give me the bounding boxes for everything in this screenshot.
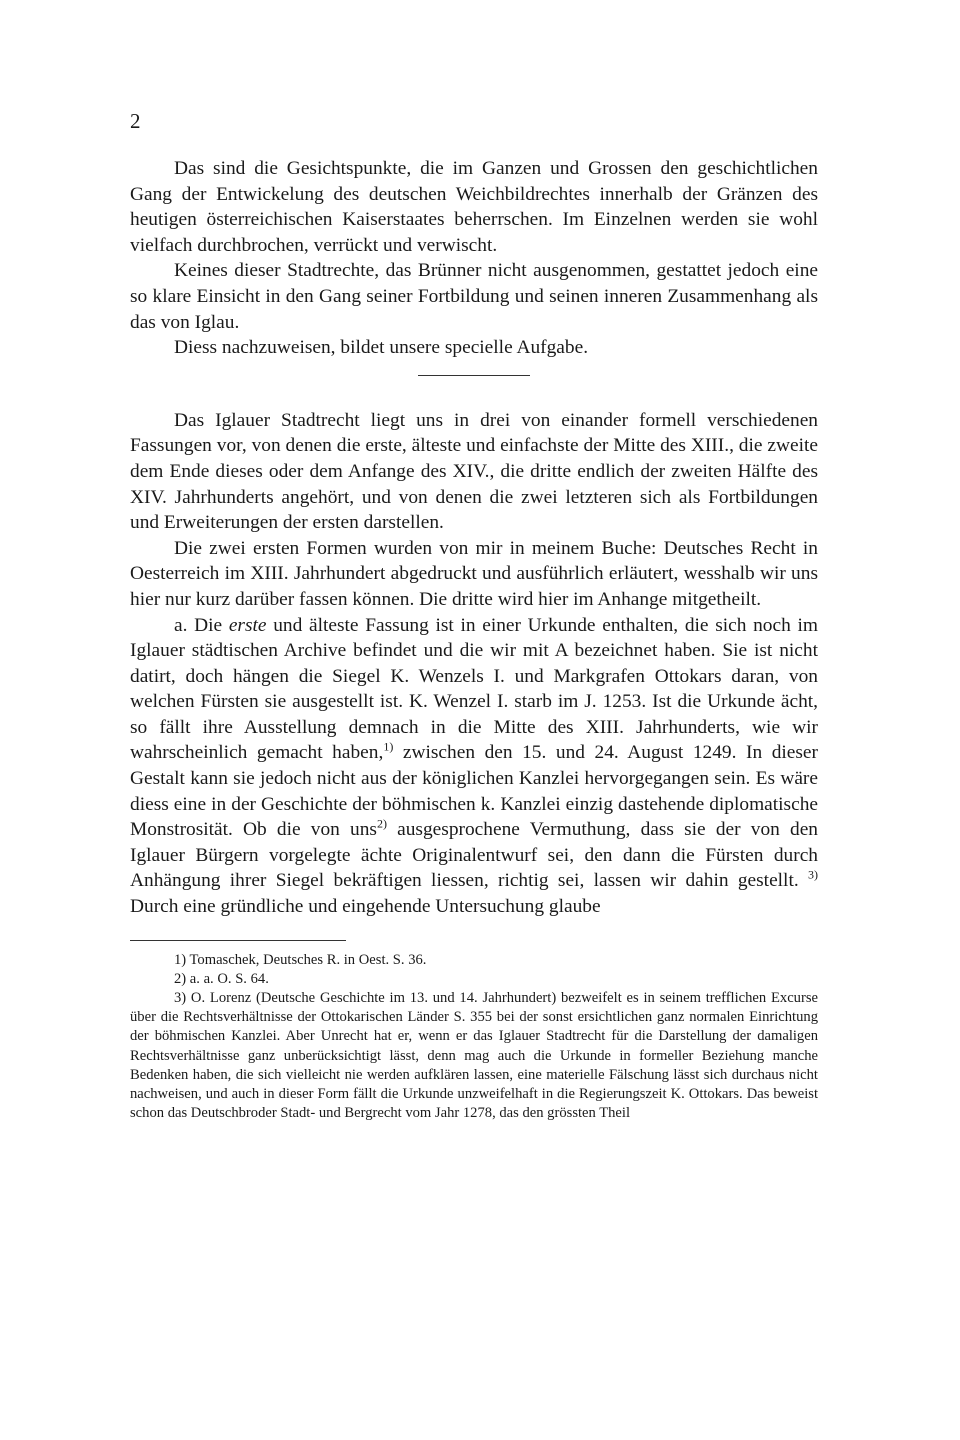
footnote-ref: 1)	[383, 740, 394, 754]
footnote-separator	[130, 940, 346, 941]
section-divider	[418, 375, 530, 376]
footnote: 1) Tomaschek, Deutsches R. in Oest. S. 36.	[174, 951, 427, 968]
paragraph: Keines dieser Stadtrechte, das Brünner nicht ausgenommen, gestattet jedoch eine so klare Einsicht in den Gang seiner Fortbildung und seinen inneren Zusammenhang als das von Iglau.	[130, 260, 818, 333]
paragraph-text: ausgesprochene Vermuthung, dass sie der von den Iglauer Bürgern vorgelegte ächte Originalentwurf sei, den dann die Fürsten durch Anhängung ihrer Siegel bekräftigen liessen, richtig sei, lassen wir dahin gestellt.	[130, 819, 818, 892]
footnote: 2) a. a. O. S. 64.	[174, 970, 269, 987]
paragraph: Die zwei ersten Formen wurden von mir in meinem Buche: Deutsches Recht in Oesterreich im XIII. Jahrhundert abgedruckt und ausführlich erläutert, wesshalb wir uns hier nur kurz darüber fassen können. Die dritte wird hier im Anhange mitgetheilt.	[130, 537, 818, 610]
paragraph: Das sind die Gesichtspunkte, die im Ganzen und Grossen den geschichtlichen Gang der Entwickelung des deutschen Weichbildrechtes innerhalb der Gränzen des heutigen österreichischen Kaiserstaates beherrschen. Im Einzelnen werden sie wohl vielfach durchbrochen, verrückt und verwischt.	[130, 158, 818, 256]
paragraph-text: zwischen den 15. und 24. August 1249. In dieser Gestalt kann sie jedoch nicht aus der königlichen Kanzlei hervorgegangen sein. Es wäre diess eine in der Geschichte der böhmischen k. Kanzlei einzig dastehende diplomatische Monstrosität. Ob die von uns	[130, 742, 818, 841]
paragraph-a	[130, 613, 818, 920]
footnote-ref: 2)	[376, 816, 387, 831]
footnotes	[130, 951, 818, 1124]
paragraph-text: Durch eine gründliche und eingehende Untersuchung glaube	[130, 896, 601, 918]
paragraph-label: a. Die	[174, 614, 223, 636]
paragraph: Das Iglauer Stadtrecht liegt uns in drei von einander formell verschiedenen Fassungen vor, von denen die erste, älteste und einfachste der Mitte des XIII., die zweite dem Ende dieses oder dem Anfange des XIV., die dritte endlich der zweiten Hälfte des XIV. Jahrhunderts angehört, und von denen die zwei letzteren sich als Fortbildungen und Erweiterungen der ersten darstellen.	[130, 409, 818, 534]
section-intro	[130, 156, 818, 361]
footnote: 3) O. Lorenz (Deutsche Geschichte im 13. und 14. Jahrhundert) bezweifelt es in seinem trefflichen Excurse über die Rechtsverhältnisse der Ottokarischen Länder S. 355 bei der sonst ersichtlichen ganz normalen Einrichtung der böhmischen Kanzlei. Aber Unrecht hat er, wenn er das Iglauer Stadtrecht für die Darstellung der damaligen Rechtsverhältnisse ganz unberücksichtigt lässt, denn mag auch die Urkunde in formeller Beziehung manche Bedenken haben, die sich vielleicht nie werden aufklären lassen, eine materielle Fälschung lässt sich durchaus nicht nachweisen, und auch in dieser Form fällt die Urkunde unzweifelhaft in die Regierungszeit K. Ottokars. Das beweist schon das Deutschbroder Stadt- und Bergrecht vom Jahr 1278, das den grössten Theil	[130, 990, 818, 1122]
page-number: 2	[130, 109, 141, 133]
section-main	[130, 408, 818, 920]
paragraph-text: und älteste Fassung ist in einer Urkunde enthalten, die sich noch im Iglauer städtischen Archive befindet und die wir mit A bezeichnet haben. Sie ist nicht datirt, doch hängen die Siegel K. Wenzels I. und Markgrafen Ottokars daran, von welchen Fürsten sie ausgestellt ist. K. Wenzel I. starb im J. 1253. Ist die Urkunde ächt, so fällt ihre Ausstellung demnach in die Mitte des XIII. Jahrhunderts, wie wir wahrscheinlich gemacht haben,	[130, 614, 818, 764]
footnote-ref: 3)	[808, 867, 818, 882]
document-page	[130, 108, 818, 1123]
paragraph: Diess nachzuweisen, bildet unsere specielle Aufgabe.	[174, 337, 589, 359]
emphasis-word: erste	[228, 614, 267, 636]
